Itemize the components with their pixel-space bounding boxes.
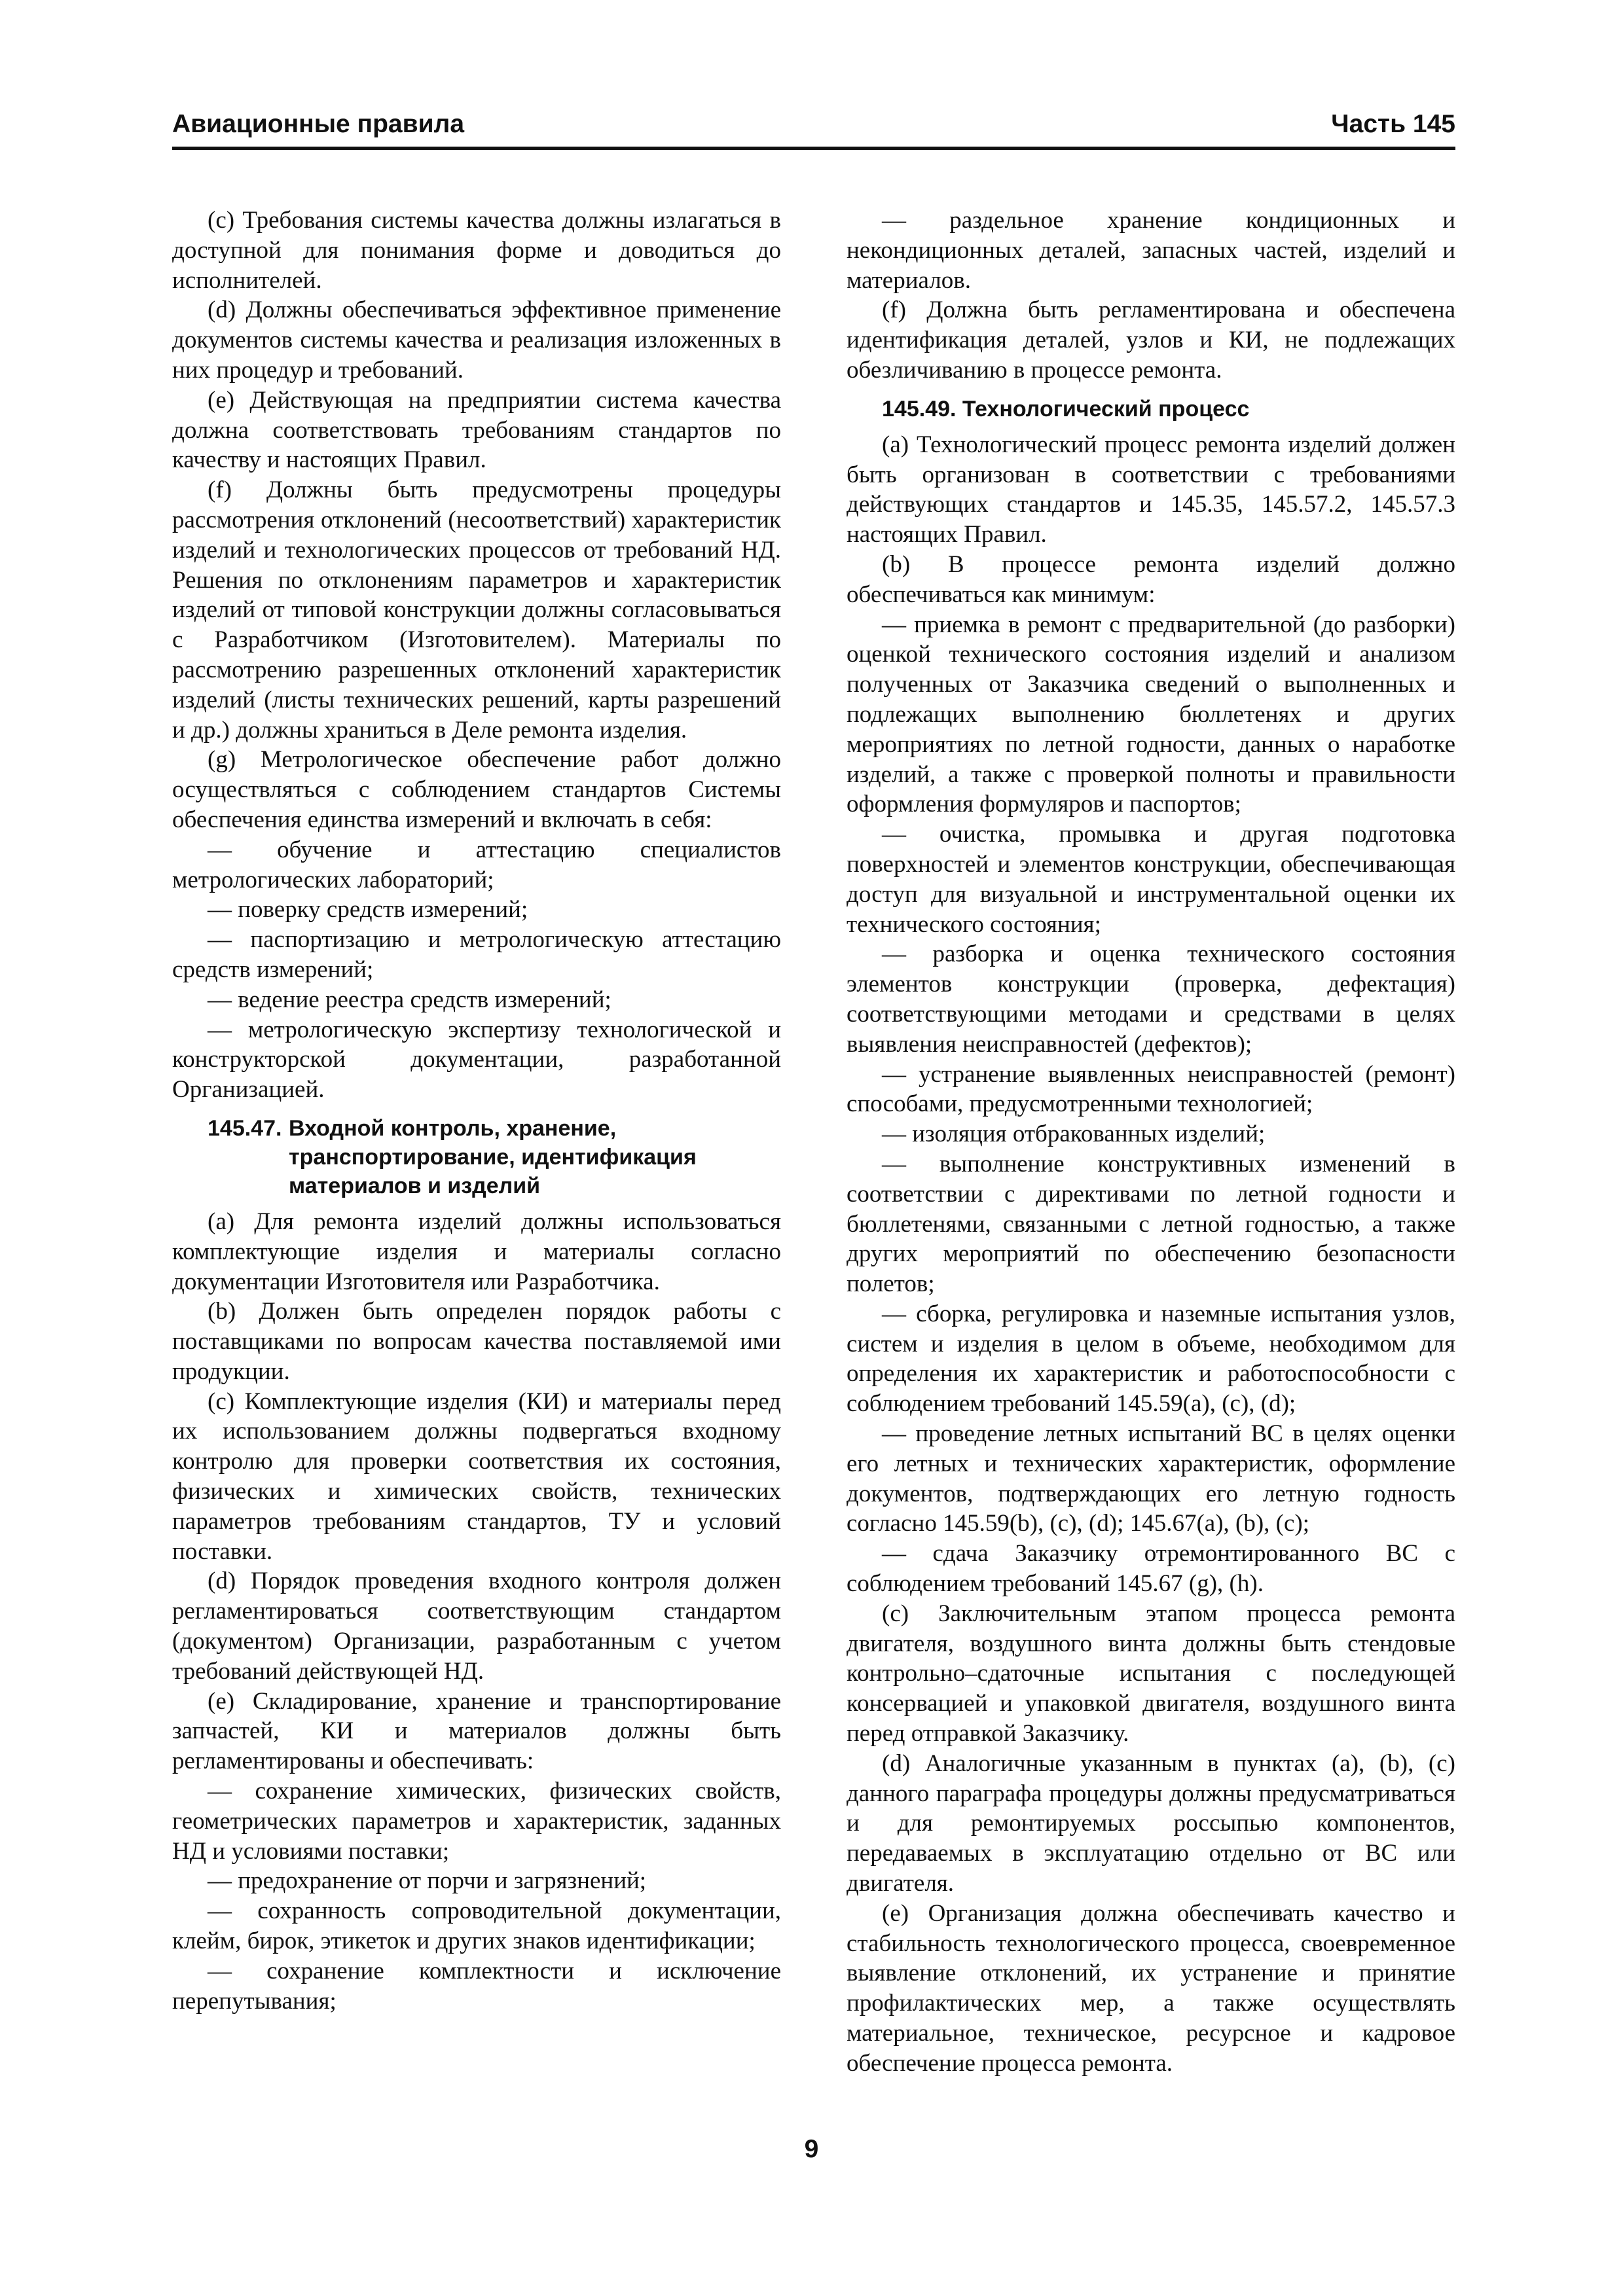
header-rule [172, 147, 1455, 150]
paragraph: (f) Должна быть регламентирована и обеспечена идентификация деталей, узлов и КИ, не подлежащих обезличиванию в процессе ремонта. [847, 296, 1455, 384]
list-item: — очистка, промывка и другая подготовка поверхностей и элементов конструкции, обеспечивающая доступ для визуальной и инструментальной оценки их технического состояния; [847, 821, 1455, 938]
paragraph: (d) Аналогичные указанным в пунктах (a), (b), (c) данного параграфа процедуры должны предусматриваться и для ремонтируемых россыпью компонентов, передаваемых в эксплуатацию отдельно от ВС или двигателя. [847, 1749, 1455, 1897]
list-item: — проведение летных испытаний ВС в целях оценки его летных и технических характеристик, оформление документов, подтверждающих его летную годность согласно 145.59(b), (c), (d); 145.67(a), (b), (c); [847, 1420, 1455, 1537]
list-item: — поверку средств измерений; [208, 896, 528, 924]
left-column [172, 206, 781, 2016]
list-item: — метрологическую экспертизу технологической и конструкторской документации, разработанной Организацией. [172, 1016, 781, 1103]
header-part: Часть 145 [1331, 110, 1455, 138]
list-item: — сохранение химических, физических свойств, геометрических параметров и характеристик, заданных НД и условиями поставки; [172, 1778, 781, 1865]
header-title: Авиационные правила [172, 110, 465, 138]
section-number: 145.47. [208, 1115, 282, 1141]
list-item: — выполнение конструктивных изменений в соответствии с директивами по летной годности и бюллетенями, связанными с летной годностью, а также других мероприятий по обеспечению безопасности полетов; [847, 1150, 1455, 1298]
paragraph: (b) Должен быть определен порядок работы с поставщиками по вопросам качества поставляемой ими продукции. [172, 1298, 781, 1385]
section-title-line: материалов и изделий [289, 1173, 541, 1198]
list-item: — сохранность сопроводительной документации, клейм, бирок, этикеток и других знаков идентификации; [172, 1897, 781, 1955]
list-item: — устранение выявленных неисправностей (ремонт) способами, предусмотренными технологией; [847, 1060, 1455, 1118]
paragraph: (a) Технологический процесс ремонта изделий должен быть организован в соответствии с требованиями действующих стандартов и 145.35, 145.57.2, 145.57.3 настоящих Правил. [847, 431, 1455, 548]
list-item: — приемка в ремонт с предварительной (до разборки) оценкой технического состояния изделий и анализом полученных от Заказчика сведений о выполненных и подлежащих выполнению бюллетенях и других мероприятиях по летной годности, данных о наработке изделий, а также с проверкой полноты и правильности оформления формуляров и паспортов; [847, 611, 1455, 818]
list-item: — раздельное хранение кондиционных и некондиционных деталей, запасных частей, изделий и материалов. [847, 207, 1455, 294]
paragraph: (c) Заключительным этапом процесса ремонта двигателя, воздушного винта должны быть стендовые контрольно–сдаточные испытания с последующей консервацией и упаковкой двигателя, воздушного винта перед отправкой Заказчику. [847, 1600, 1455, 1748]
page-number: 9 [804, 2135, 819, 2163]
list-item: — сохранение комплектности и исключение перепутывания; [172, 1957, 781, 2015]
paragraph: (a) Для ремонта изделий должны использоваться комплектующие изделия и материалы согласно документации Изготовителя или Разработчика. [172, 1208, 781, 1295]
paragraph: (c) Требования системы качества должны излагаться в доступной для понимания форме и доводиться до исполнителей. [172, 207, 781, 294]
paragraph: (c) Комплектующие изделия (КИ) и материалы перед их использованием должны подвергаться входному контролю для проверки соответствия их состояния, физических и химических свойств, технических параметров требованиям стандартов, ТУ и условий поставки. [172, 1388, 781, 1565]
list-item: — обучение и аттестацию специалистов метрологических лабораторий; [172, 836, 781, 893]
list-item: — сдача Заказчику отремонтированного ВС с соблюдением требований 145.67 (g), (h). [847, 1540, 1455, 1598]
list-item: — паспортизацию и метрологическую аттестацию средств измерений; [172, 926, 781, 983]
section-heading-145-47 [172, 1114, 781, 1200]
section-title-line: транспортирование, идентификация [289, 1144, 697, 1170]
paragraph: (e) Складирование, хранение и транспортирование запчастей, КИ и материалов должны быть регламентированы и обеспечивать: [172, 1687, 781, 1775]
list-item: — сборка, регулировка и наземные испытания узлов, систем и изделия в целом в объеме, необходимом для определения их характеристик и работоспособности с соблюдением требований 145.59(a), (c), (d); [847, 1300, 1455, 1418]
paragraph: (e) Действующая на предприятии система качества должна соответствовать требованиям стандартов по качеству и настоящих Правил. [172, 386, 781, 474]
paragraph: (b) В процессе ремонта изделий должно обеспечиваться как минимум: [847, 550, 1455, 608]
list-item: — предохранение от порчи и загрязнений; [208, 1867, 647, 1895]
list-item: — разборка и оценка технического состояния элементов конструкции (проверка, дефектация) соответствующими методами и средствами в целях выявления неисправностей (дефектов); [847, 941, 1455, 1058]
paragraph: (d) Должны обеспечиваться эффективное применение документов системы качества и реализация изложенных в них процедур и требований. [172, 296, 781, 384]
paragraph: (d) Порядок проведения входного контроля должен регламентироваться соответствующим стандартом (документом) Организации, разработанным с учетом требований действующей НД. [172, 1568, 781, 1685]
section-heading-145-49: 145.49. Технологический процесс [882, 396, 1250, 422]
list-item: — ведение реестра средств измерений; [208, 986, 611, 1013]
paragraph: (f) Должны быть предусмотрены процедуры рассмотрения отклонений (несоответствий) характеристик изделий и технологических процессов от требований НД. Решения по отклонениям параметров и характеристик изделий от типовой конструкции должны согласовываться с Разработчиком (Изготовителем). Материалы по рассмотрению разрешенных отклонений характеристик изделий (листы технических решений, карты разрешений и др.) должны храниться в Деле ремонта изделия. [172, 476, 781, 744]
list-item: — изоляция отбракованных изделий; [882, 1121, 1266, 1148]
paragraph: (e) Организация должна обеспечивать качество и стабильность технологического процесса, своевременное выявление отклонений, их устранение и принятие профилактических мер, а также осуществлять материальное, техническое, ресурсное и кадровое обеспечение процесса ремонта. [847, 1899, 1455, 2077]
right-column [847, 206, 1455, 2079]
running-header [172, 105, 1455, 141]
section-title-line: Входной контроль, хранение, [289, 1115, 617, 1141]
paragraph: (g) Метрологическое обеспечение работ должно осуществляться с соблюдением стандартов Системы обеспечения единства измерений и включать в себя: [172, 746, 781, 833]
